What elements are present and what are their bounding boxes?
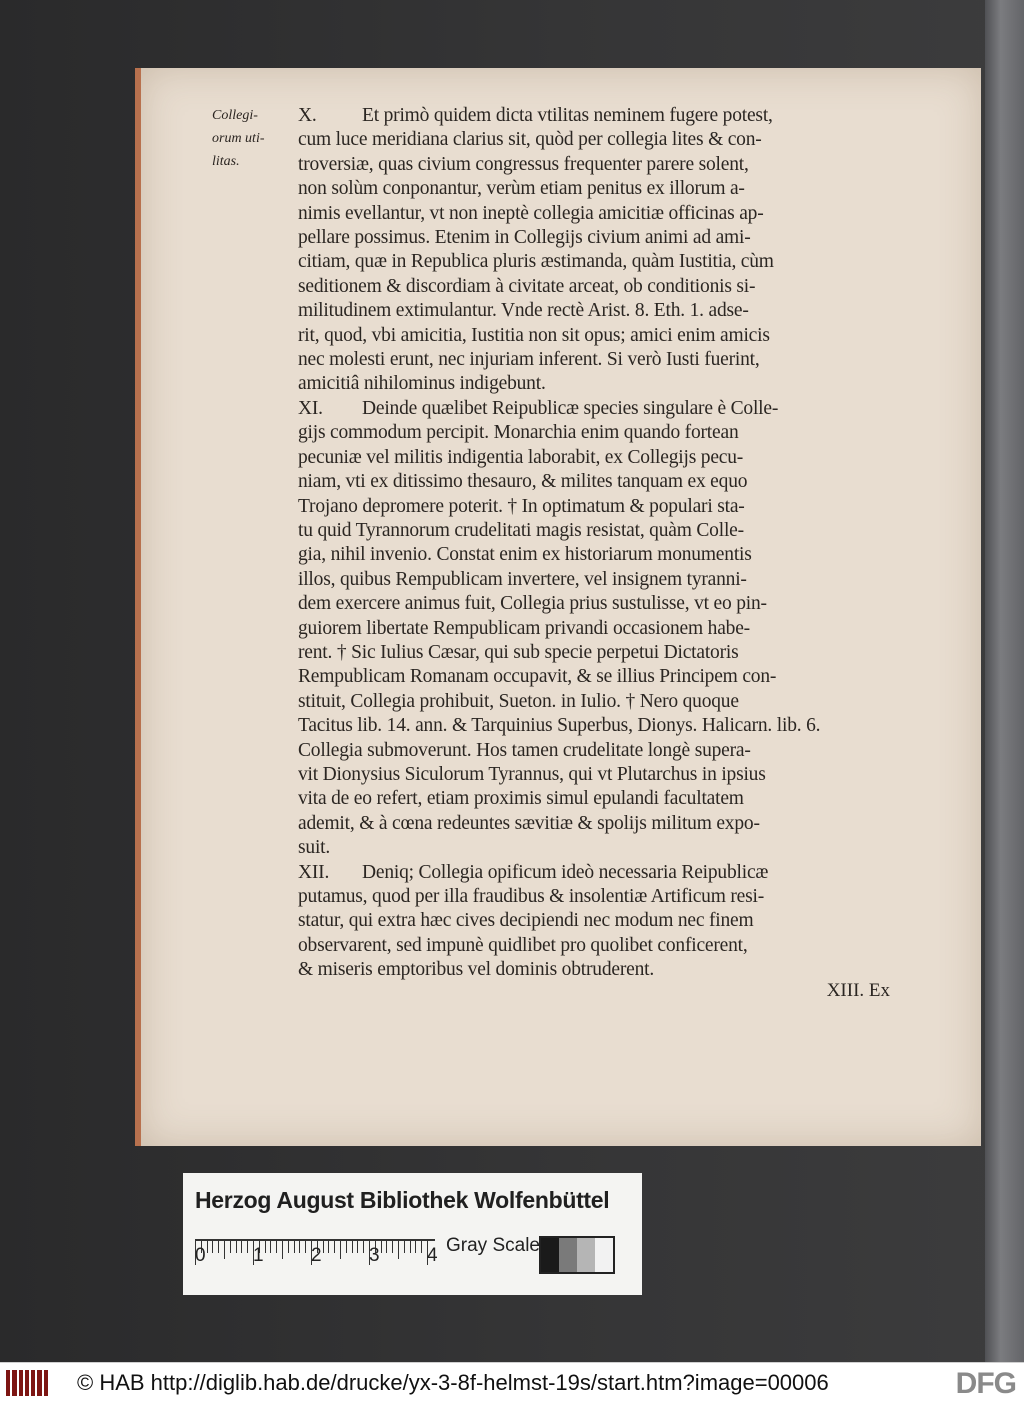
text-line <box>298 348 898 372</box>
ruler-tick <box>288 1239 289 1253</box>
gray-swatch <box>559 1238 577 1272</box>
ruler-tick <box>398 1239 399 1259</box>
text-line-content: suit. <box>298 837 331 859</box>
gray-scale-swatches <box>539 1236 615 1274</box>
catchword: XIII. Ex <box>826 980 890 1001</box>
gray-swatch <box>577 1238 595 1272</box>
ruler-tick <box>334 1239 335 1253</box>
text-line <box>298 617 898 641</box>
ruler-number: 2 <box>311 1245 322 1266</box>
ruler-baseline <box>195 1239 435 1241</box>
text-line-content: ademit, & à cœna redeuntes sævitiæ & spolijs militum expo- <box>298 812 760 834</box>
text-line <box>298 690 898 714</box>
ruler-tick <box>282 1239 283 1259</box>
ruler-tick <box>410 1239 411 1253</box>
text-line <box>298 104 898 128</box>
gray-swatch <box>595 1238 613 1272</box>
paragraph-number: X. <box>298 105 317 126</box>
text-line-content: non solùm conponantur, verùm etiam penitus ex illorum a- <box>298 178 745 200</box>
text-line <box>298 275 898 299</box>
text-line-content: cum luce meridiana clarius sit, quòd per collegia lites & con- <box>298 129 762 151</box>
ruler-tick <box>421 1239 422 1253</box>
marginal-note <box>212 104 302 173</box>
text-line-content: tu quid Tyrannorum crudelitati magis resistat, quàm Colle- <box>298 519 744 541</box>
text-line-content: Rempublicam Romanam occupavit, & se illius Principem con- <box>298 666 777 688</box>
ruler-tick <box>247 1239 248 1253</box>
ruler-tick <box>392 1239 393 1253</box>
gray-swatch <box>541 1238 559 1272</box>
dfg-logo: DFG <box>955 1367 1016 1400</box>
text-line-content: Tacitus lib. 14. ann. & Tarquinius Superbus, Dionys. Halicarn. lib. 6. <box>298 715 821 737</box>
text-line-content: citiam, quæ in Republica pluris æstimanda, quàm Iustitia, cùm <box>298 251 774 273</box>
ruler-tick <box>218 1239 219 1253</box>
paragraph <box>298 861 898 983</box>
text-line-content: niam, vti ex ditissimo thesauro, & milites tanquam ex equo <box>298 471 748 493</box>
text-line <box>298 495 898 519</box>
page-text <box>298 104 898 983</box>
text-line-content: putamus, quod per illa fraudibus & insolentiæ Artificum resi- <box>298 886 765 907</box>
text-line-content: militudinem extimulantur. Vnde rectè Arist. 8. Eth. 1. adse- <box>298 300 749 322</box>
ruler-tick <box>276 1239 277 1253</box>
text-line-content: amicitiâ nihilominus indigebunt. <box>298 373 546 395</box>
text-line <box>298 861 898 885</box>
ruler-tick <box>404 1239 405 1253</box>
text-line-content: troversiæ, quas civium congressus frequenter parere solent, <box>298 153 749 175</box>
text-line <box>298 372 898 396</box>
ruler-number: 0 <box>195 1245 206 1266</box>
ruler-tick <box>224 1239 225 1259</box>
library-label <box>183 1173 642 1295</box>
text-line <box>298 934 898 958</box>
text-line-content: gia, nihil invenio. Constat enim ex historiarum monumentis <box>298 544 752 566</box>
ruler-tick <box>415 1239 416 1253</box>
copyright-url[interactable]: © HAB http://diglib.hab.de/drucke/yx-3-8f-helmst-19s/start.htm?image=00006 <box>77 1370 829 1395</box>
ruler-tick <box>386 1239 387 1253</box>
ruler-number: 4 <box>427 1245 438 1266</box>
text-line <box>298 787 898 811</box>
text-line <box>298 665 898 689</box>
text-line-content: pecuniæ vel militis indigentia laborabit, ex Collegijs pecu- <box>298 446 744 468</box>
marginal-note-line: litas. <box>212 154 240 169</box>
paragraph-number: XII. <box>298 861 330 883</box>
text-line-content: Et primò quidem dicta vtilitas neminem fugere potest, <box>362 105 773 126</box>
ruler-tick <box>299 1239 300 1253</box>
text-line-content: gijs commodum percipit. Monarchia enim quando fortean <box>298 422 739 444</box>
text-line-content: pellare possimus. Etenim in Collegijs civium animi ad ami- <box>298 227 751 249</box>
text-line-content: illos, quibus Rempublicam invertere, vel insignem tyranni- <box>298 568 747 590</box>
text-line-content: statur, qui extra hæc cives decipiendi nec modum nec finem <box>298 910 754 932</box>
text-line <box>298 519 898 543</box>
ruler-tick <box>270 1239 271 1253</box>
ruler-number: 1 <box>253 1245 264 1266</box>
text-line <box>298 885 898 909</box>
text-line-content: & miseris emptoribus vel dominis obtruderent. <box>298 959 655 981</box>
text-line <box>298 543 898 567</box>
text-line <box>298 421 898 445</box>
text-line <box>298 763 898 787</box>
text-line-content: guiorem libertate Rempublicam privandi occasionem habe- <box>298 617 750 639</box>
ruler-tick <box>346 1239 347 1253</box>
text-line <box>298 128 898 152</box>
text-line-content: stituit, Collegia prohibuit, Sueton. in Iulio. † Nero quoque <box>298 690 739 712</box>
text-line-content: Collegia submoverunt. Hos tamen crudelitate longè supera- <box>298 739 751 761</box>
text-line-content: rent. † Sic Iulius Cæsar, qui sub specie perpetui Dictatoris <box>298 641 739 663</box>
text-line <box>298 446 898 470</box>
ruler-tick <box>340 1239 341 1259</box>
ruler-tick <box>294 1239 295 1253</box>
ruler-tick <box>363 1239 364 1253</box>
paragraph <box>298 397 898 861</box>
library-name: Herzog August Bibliothek Wolfenbüttel <box>195 1187 610 1213</box>
text-line <box>298 202 898 226</box>
text-line <box>298 177 898 201</box>
text-line-content: Deniq; Collegia opificum ideò necessaria Reipublicæ <box>362 861 769 883</box>
hab-logo-icon <box>6 1370 48 1396</box>
ruler-tick <box>212 1239 213 1253</box>
text-line-content: observarent, sed impunè quidlibet pro quolibet conficerent, <box>298 934 748 956</box>
text-line <box>298 470 898 494</box>
ruler-tick <box>323 1239 324 1253</box>
text-line-content: dem exercere animus fuit, Collegia prius sustulisse, vt eo pin- <box>298 593 767 615</box>
text-line <box>298 250 898 274</box>
ruler-tick <box>352 1239 353 1253</box>
text-line <box>298 568 898 592</box>
marginal-note-line: orum uti- <box>212 131 265 146</box>
ruler-number: 3 <box>369 1245 380 1266</box>
text-line <box>298 958 898 982</box>
ruler-tick <box>236 1239 237 1253</box>
text-line-content: vit Dionysius Siculorum Tyrannus, qui vt Plutarchus in ipsius <box>298 763 766 785</box>
text-line <box>298 324 898 348</box>
text-line <box>298 641 898 665</box>
text-line-content: nec molesti erunt, nec injuriam inferent. Si verò Iusti fuerint, <box>298 349 760 371</box>
ruler-tick <box>230 1239 231 1253</box>
text-line-content: vita de eo refert, etiam proximis simul epulandi facultatem <box>298 788 744 810</box>
ruler-tick <box>381 1239 382 1253</box>
text-line-content: seditionem & discordiam à civitate arceat, ob conditionis si- <box>298 275 756 297</box>
paragraph-number: XI. <box>298 397 323 419</box>
ruler-tick <box>265 1239 266 1253</box>
footer-bar <box>0 1362 1024 1403</box>
text-line-content: Trojano depromere poterit. † In optimatum & populari sta- <box>298 495 745 517</box>
text-line-content: rit, quod, vbi amicitia, Iustitia non sit opus; amici enim amicis <box>298 324 770 346</box>
ruler-tick <box>305 1239 306 1253</box>
ruler-tick <box>241 1239 242 1253</box>
text-line <box>298 299 898 323</box>
ruler-tick <box>207 1239 208 1253</box>
paragraph <box>298 104 898 397</box>
text-line <box>298 714 898 738</box>
text-line-content: nimis evellantur, vt non ineptè collegia amicitiæ officinas ap- <box>298 202 764 224</box>
text-line <box>298 812 898 836</box>
text-line <box>298 592 898 616</box>
gray-scale-label: Gray Scale <box>446 1235 540 1256</box>
text-line <box>298 226 898 250</box>
text-line <box>298 739 898 763</box>
ruler-tick <box>357 1239 358 1253</box>
ruler-tick <box>328 1239 329 1253</box>
text-line <box>298 397 898 421</box>
marginal-note-line: Collegi- <box>212 108 258 123</box>
text-line <box>298 153 898 177</box>
text-line <box>298 909 898 933</box>
text-line-content: Deinde quælibet Reipublicæ species singulare è Colle- <box>362 397 779 419</box>
text-line <box>298 836 898 860</box>
protective-sleeve <box>985 0 1024 1362</box>
